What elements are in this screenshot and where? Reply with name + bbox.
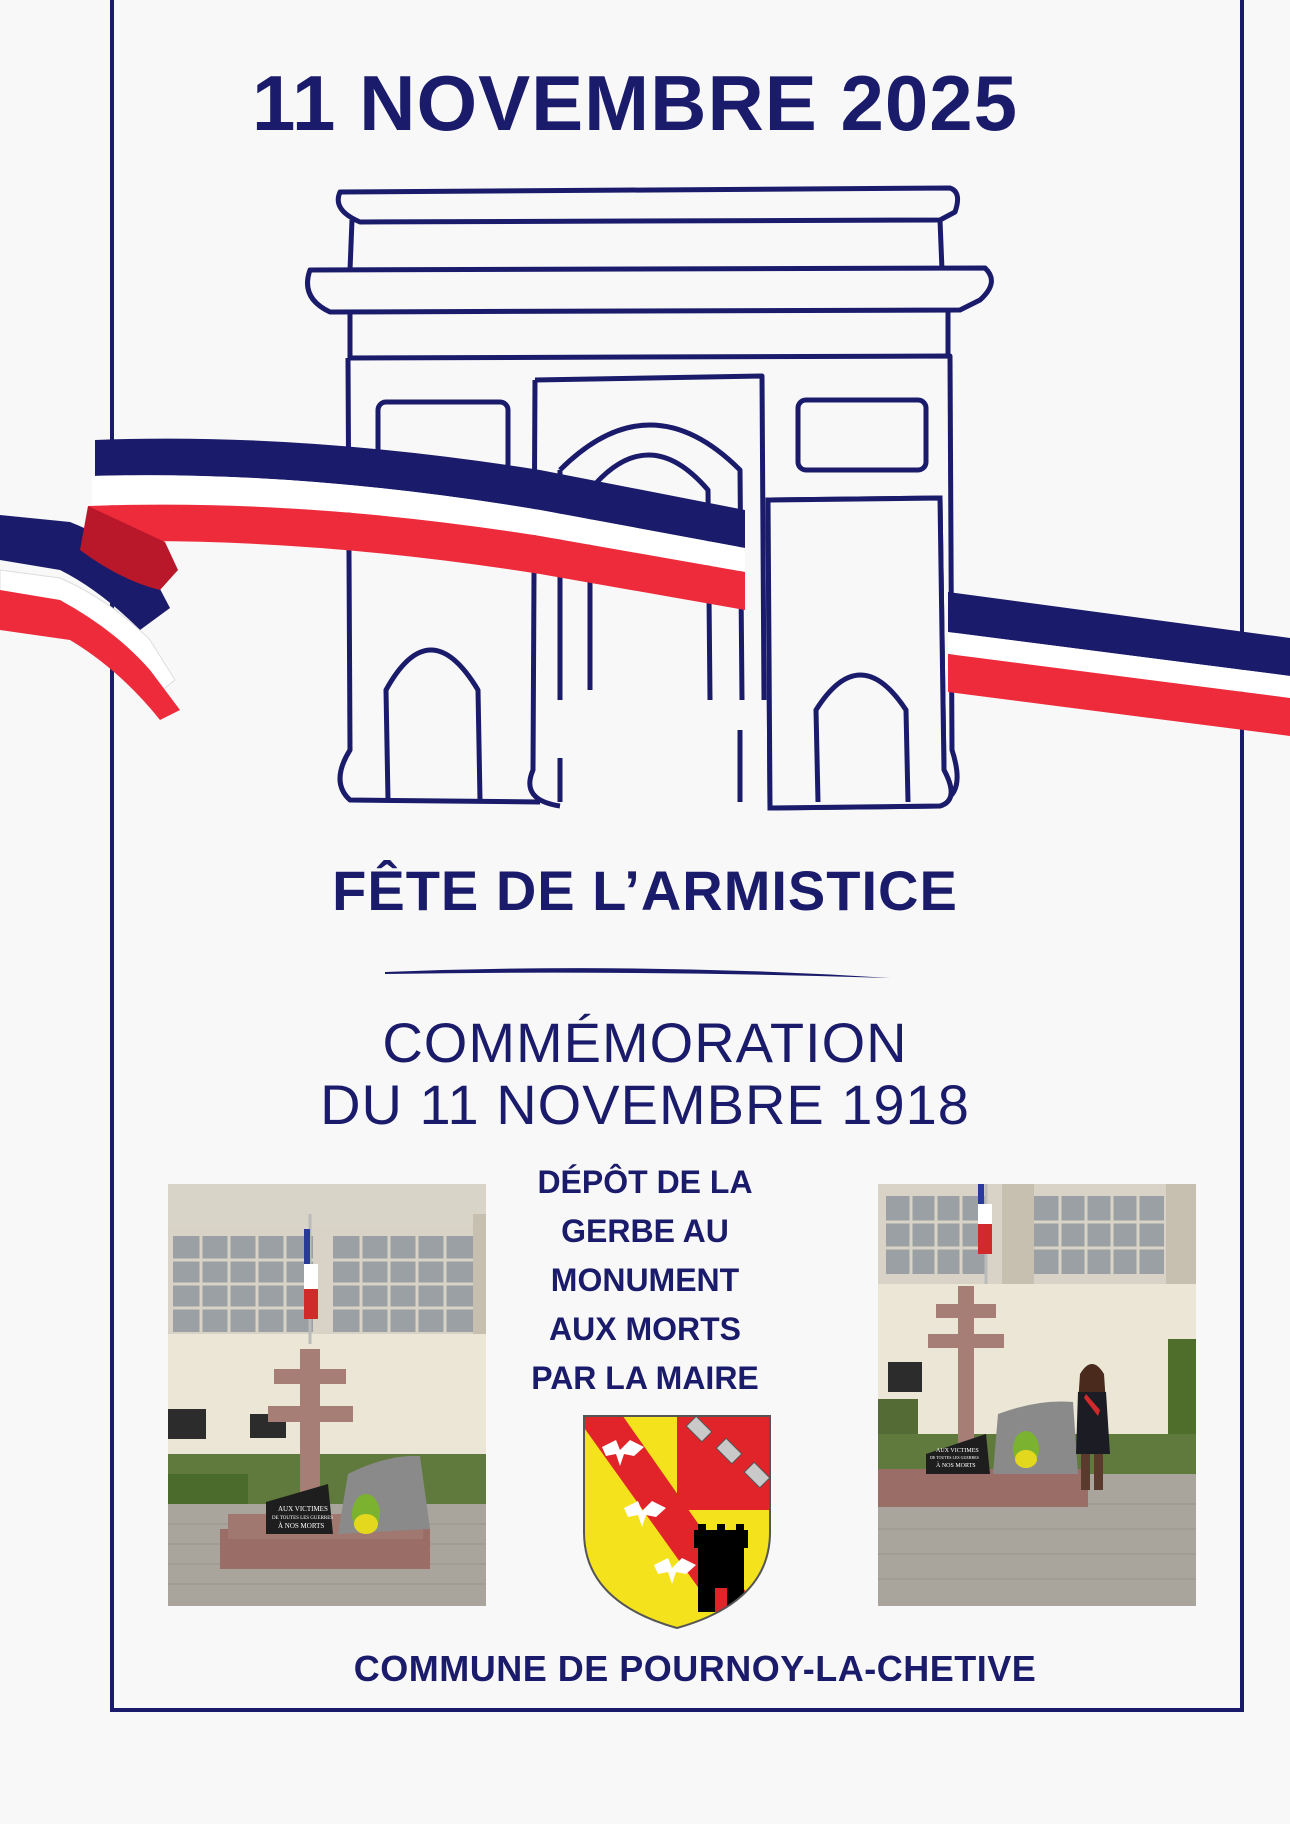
commemoration-line-1: COMMÉMORATION <box>382 1011 908 1074</box>
monument-photo-right <box>878 1184 1196 1606</box>
depot-line-3: MONUMENT <box>550 1262 740 1298</box>
plaque-line-1: AUX VICTIMES <box>936 1448 979 1454</box>
plaque-line-2: DE TOUTES LES GUERRES <box>272 1516 334 1521</box>
date-title: 11 NOVEMBRE 2025 <box>251 59 1019 147</box>
depot-line-4: AUX MORTS <box>549 1311 741 1347</box>
commemoration-heading <box>0 1012 1290 1136</box>
monument-photo-left <box>168 1184 486 1606</box>
plaque-line-3: À NOS MORTS <box>278 1522 325 1530</box>
depot-line-5: PAR LA MAIRE <box>531 1360 759 1396</box>
coat-of-arms-crest <box>580 1412 774 1632</box>
plaque-line-1: AUX VICTIMES <box>278 1505 328 1513</box>
plaque-line-3: À NOS MORTS <box>936 1463 976 1469</box>
depot-gerbe-text <box>520 1158 770 1403</box>
depot-line-1: DÉPÔT DE LA <box>537 1164 753 1200</box>
commune-name: COMMUNE DE POURNOY-LA-CHETIVE <box>353 1648 1037 1689</box>
plaque-line-2: DE TOUTES LES GUERRES <box>930 1455 979 1460</box>
arc-de-triomphe-illustration <box>0 170 1290 830</box>
divider-line <box>380 960 900 984</box>
event-title: FÊTE DE L’ARMISTICE <box>332 859 958 922</box>
commemoration-line-2: DU 11 NOVEMBRE 1918 <box>320 1073 970 1136</box>
depot-line-2: GERBE AU <box>561 1213 729 1249</box>
